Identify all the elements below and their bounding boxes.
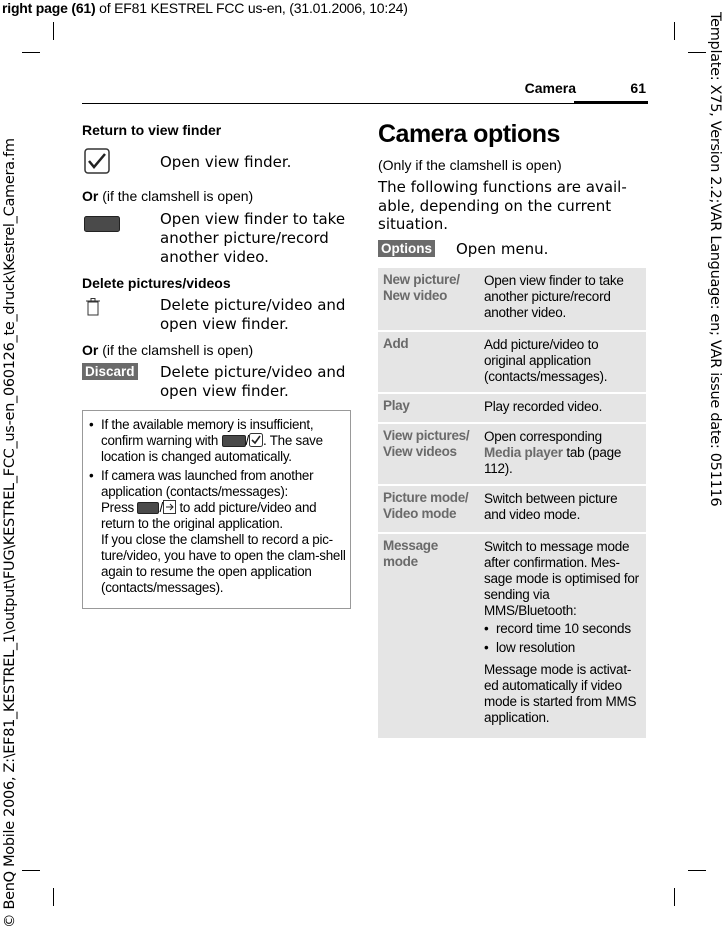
softkey-icon — [84, 216, 120, 237]
add-icon — [163, 500, 176, 514]
crop-mark — [22, 870, 40, 871]
or-clamshell-2: Or (if the clamshell is open) — [82, 342, 254, 358]
discard-text: Delete picture/video and open view finder. — [160, 363, 346, 400]
copyright-path-vertical: © BenQ Mobile 2006, Z:\EF81_KESTREL_1\output\FUG\KESTREL_FCC_us-en_060126_te_druck\Kestrel_Camera.fm — [2, 138, 18, 928]
options-row-play: Play Play recorded video. — [378, 394, 646, 422]
softkey-icon — [222, 435, 246, 447]
options-key: Options — [378, 240, 435, 258]
print-header: right page (61) of EF81 KESTREL FCC us-en, (31.01.2006, 10:24) — [2, 0, 408, 16]
or-clamshell-1: Or (if the clamshell is open) — [82, 188, 254, 204]
note-item: • If camera was launched from another application (contacts/messages): Press / to add picture/video and return to the original application. If you close the clamshell to record a pic-ture/video, you have to open the clam-shell again to resume the open application (contacts/messages). — [83, 468, 350, 596]
checkmark-icon — [249, 433, 263, 447]
media-player-link: Media player — [484, 445, 563, 460]
page-number: 61 — [630, 80, 646, 96]
crop-mark — [688, 52, 706, 53]
open-view-finder-text: Open view finder. — [160, 153, 292, 171]
subtitle: (Only if the clamshell is open) — [378, 157, 562, 173]
page-header — [82, 78, 648, 104]
open-menu-text: Open menu. — [456, 240, 549, 258]
crop-mark — [22, 52, 40, 53]
crop-mark — [53, 22, 54, 40]
page-title: Camera — [524, 80, 576, 96]
options-row-message-mode: Message mode Switch to message mode after confirmation. Mes-sage mode is optimised for sending via MMS/Bluetooth: • record time 10 seconds • low resolution Message mode is activat-ed automatically if video mode is started from MMS application. — [378, 534, 646, 738]
camera-options-title: Camera options — [378, 120, 560, 148]
crop-mark — [688, 870, 706, 871]
delete-heading: Delete pictures/videos — [82, 275, 231, 291]
discard-key: Discard — [82, 363, 138, 381]
trash-icon — [86, 298, 100, 321]
template-info-vertical: Template: X75, Version 2.2;VAR Language: en; VAR issue date: 051116 — [707, 12, 723, 507]
options-row-add: Add Add picture/video to original application (contacts/messages). — [378, 332, 646, 392]
intro-text: The following functions are avail-able, depending on the current situation. — [378, 178, 627, 233]
softkey-icon — [137, 502, 159, 514]
checkmark-icon — [84, 148, 110, 179]
options-row-new-picture: New picture/ New video Open view finder to take another picture/record another video. — [378, 268, 646, 330]
return-heading: Return to view finder — [82, 122, 222, 138]
delete-text: Delete picture/video and open view finder. — [160, 296, 346, 333]
crop-mark — [53, 888, 54, 906]
open-view-finder-take-text: Open view finder to take another picture/record another video. — [160, 210, 346, 266]
note-item: • If the available memory is insufficient, confirm warning with / . The save location is changed automatically. — [83, 417, 350, 465]
options-row-view: View pictures/ View videos Open corresponding Media player tab (page 112). — [378, 424, 646, 484]
crop-mark — [674, 22, 675, 40]
crop-mark — [674, 888, 675, 906]
note-box — [82, 410, 351, 609]
options-row-mode: Picture mode/ Video mode Switch between picture and video mode. — [378, 486, 646, 532]
